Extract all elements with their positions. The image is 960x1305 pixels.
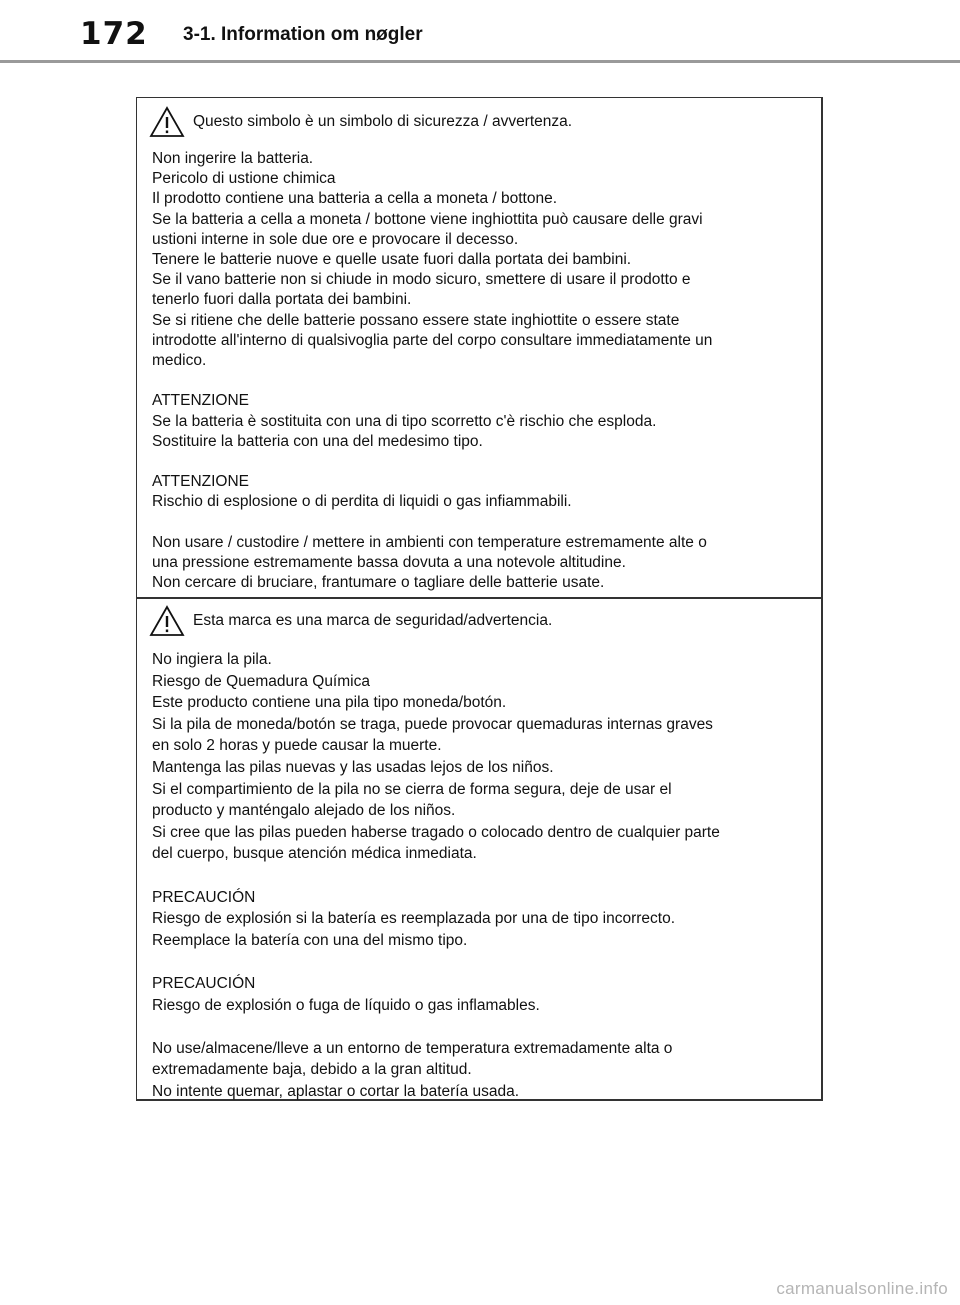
- spanish-warning-block: [137, 599, 821, 1098]
- text-line: Sostituire la batteria con una del medesimo tipo.: [152, 432, 483, 450]
- warning-triangle-icon: [149, 605, 185, 637]
- text-line: Mantenga las pilas nuevas y las usadas lejos de los niños.: [152, 758, 554, 776]
- text-line: Si la pila de moneda/botón se traga, puede provocar quemaduras internas graves: [152, 715, 713, 733]
- text-line: tenerlo fuori dalla portata dei bambini.: [152, 291, 412, 309]
- header-rule: [0, 60, 960, 63]
- text-line: Se la batteria è sostituita con una di tipo scorretto c'è rischio che esploda.: [152, 412, 657, 430]
- text-line: Se la batteria a cella a moneta / bottone viene inghiottita può causare delle gravi: [152, 210, 703, 228]
- paragraph: [152, 1038, 811, 1103]
- text-line: Non usare / custodire / mettere in ambienti con temperature estremamente alte o: [152, 533, 707, 551]
- text-line: Il prodotto contiene una batteria a cella a moneta / bottone.: [152, 190, 557, 208]
- italian-content: [152, 149, 811, 593]
- page-number: 172: [80, 16, 148, 52]
- text-line: extremadamente baja, debido a la gran altitud.: [152, 1061, 472, 1079]
- paragraph: [152, 149, 811, 371]
- text-line: Si el compartimiento de la pila no se cierra de forma segura, deje de usar el: [152, 780, 672, 798]
- text-line: Pericolo di ustione chimica: [152, 170, 336, 188]
- text-line: Reemplace la batería con una del mismo tipo.: [152, 931, 468, 949]
- warning-box: [136, 97, 823, 1101]
- paragraph: [152, 649, 811, 865]
- text-line: del cuerpo, busque atención médica inmediata.: [152, 845, 477, 863]
- text-line: Non cercare di bruciare, frantumare o tagliare delle batterie usate.: [152, 574, 605, 592]
- paragraph: [152, 973, 811, 1016]
- watermark: carmanualsonline.info: [776, 1279, 948, 1298]
- text-line: producto y manténgalo alejado de los niños.: [152, 802, 456, 820]
- text-line: medico.: [152, 352, 207, 370]
- symbol-description: Esta marca es una marca de seguridad/advertencia.: [193, 612, 553, 629]
- italian-warning-block: [137, 98, 821, 597]
- section-title: 3-1. Information om nøgler: [183, 24, 423, 45]
- text-line: Este producto contiene una pila tipo moneda/botón.: [152, 694, 507, 712]
- symbol-line: [149, 605, 552, 637]
- text-line: en solo 2 horas y puede causar la muerte.: [152, 737, 442, 755]
- text-line: Riesgo de explosión si la batería es reemplazada por una de tipo incorrecto.: [152, 910, 676, 928]
- text-line: PRECAUCIÓN: [152, 888, 256, 906]
- text-line: ATTENZIONE: [152, 392, 250, 410]
- text-line: PRECAUCIÓN: [152, 974, 256, 992]
- text-line: ustioni interne in sole due ore e provocare il decesso.: [152, 230, 519, 248]
- paragraph: [152, 533, 811, 594]
- text-line: Se si ritiene che delle batterie possano essere state inghiottite o essere state: [152, 311, 680, 329]
- text-line: ATTENZIONE: [152, 473, 250, 491]
- text-line: No use/almacene/lleve a un entorno de temperatura extremadamente alta o: [152, 1039, 673, 1057]
- text-line: Si cree que las pilas pueden haberse tragado o colocado dentro de cualquier parte: [152, 823, 720, 841]
- text-line: una pressione estremamente bassa dovuta a una notevole altitudine.: [152, 554, 626, 572]
- paragraph: [152, 887, 811, 952]
- text-line: Tenere le batterie nuove e quelle usate fuori dalla portata dei bambini.: [152, 251, 632, 269]
- symbol-line: [149, 106, 572, 138]
- text-line: Riesgo de Quemadura Química: [152, 672, 370, 690]
- symbol-description: Questo simbolo è un simbolo di sicurezza / avvertenza.: [193, 113, 573, 130]
- text-line: Riesgo de explosión o fuga de líquido o gas inflamables.: [152, 996, 540, 1014]
- text-line: introdotte all'interno di qualsivoglia parte del corpo consultare immediatamente un: [152, 331, 713, 349]
- warning-triangle-icon: [149, 106, 185, 138]
- spanish-content: [152, 649, 811, 1102]
- text-line: Rischio di esplosione o di perdita di liquidi o gas infiammabili.: [152, 493, 572, 511]
- text-line: Non ingerire la batteria.: [152, 150, 314, 167]
- text-line: No intente quemar, aplastar o cortar la batería usada.: [152, 1082, 520, 1100]
- text-line: No ingiera la pila.: [152, 651, 272, 668]
- text-line: Se il vano batterie non si chiude in modo sicuro, smettere di usare il prodotto e: [152, 271, 691, 289]
- paragraph: [152, 472, 811, 512]
- paragraph: [152, 391, 811, 452]
